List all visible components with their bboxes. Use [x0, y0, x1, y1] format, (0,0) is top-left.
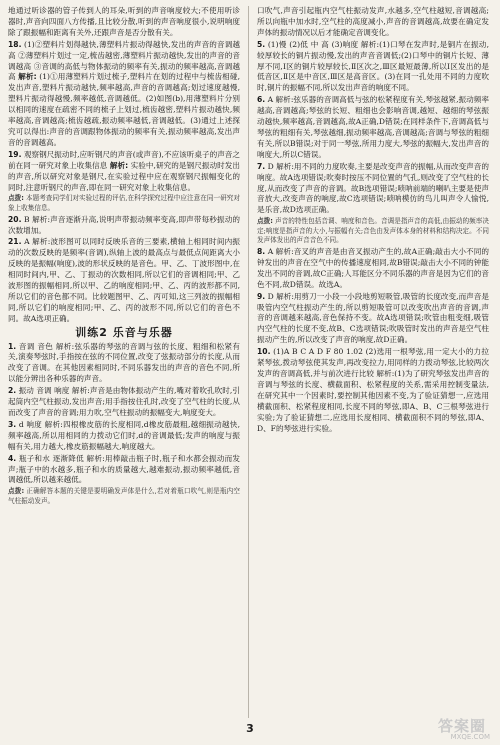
watermark-url: MXQE.COM — [450, 733, 490, 741]
answer-text: 音调 音色 解析:弦乐器的琴弦的音调与弦的长度、粗细和松紧有关,演奏琴弦时,手指按在弦的不同位置,改变了弦振动部分的长度,从而改变了音调。在其他因素相同时,不同乐器发出的声音的音色不同,所以能分辨出各种乐器的声音。 — [8, 341, 240, 384]
answer-10 — [257, 347, 489, 434]
question-number: 6. — [257, 95, 266, 105]
analysis-text: 实验中,研究的是钢尺振动时发出的声音,所以研究对象是钢尺,在实验过程中应在观察钢尺振幅变化的同时,注意听钢尺的声音,即在同一研究对象上收集信息。 — [8, 160, 240, 192]
left-column — [8, 6, 240, 508]
section-answer-3 — [8, 420, 240, 453]
answer-text: (1)慢 (2)低 中 高 (3)响度 解析:(1)口琴在发声时,是铜片在振动,较厚较长的铜片振动慢,发出的声音音调低;(2)口琴中的铜片长短、薄厚不同,Ⅰ区的铜片较厚较长,Ⅱ区次之,Ⅲ区最短最薄,所以Ⅰ区发出的是低音区,Ⅱ区是中音区,Ⅲ区是高音区。(3)在同一孔处用不同的力度吹时,铜片的振幅不同,所以发出声音的响度不同。 — [257, 39, 490, 93]
tip-s4 — [8, 487, 240, 506]
analysis-label: 解析: — [18, 72, 37, 82]
answer-text: 观察钢尺振动时,应听钢尺的声音(或声音),不应该听桌子的声音之前在同一研究对象上收集信息 — [8, 149, 241, 170]
question-number: 8. — [257, 247, 266, 256]
tip-text: 本题考查同学们对实验过程的评估,在科学探究过程中应注意在同一研究对象上收集信息。 — [8, 194, 240, 212]
answer-7 — [257, 162, 489, 217]
answer-19 — [8, 150, 240, 194]
answer-21 — [8, 237, 240, 324]
question-number: 7. — [257, 161, 266, 171]
tip-label: 点拨: — [257, 217, 273, 226]
analysis-label: 解析: — [109, 160, 129, 170]
question-number: 5. — [257, 39, 266, 49]
answer-text: D 解析:用不同的力度吹奏,主要是改变声音的振幅,从而改变声音的响度。故A选项错误;吹奏时按压不同位置的气孔,则改变了空气柱的长度,从而改变了声音的音调。故B选项错误;唢呐前端的喇叭主要是使声音放大,改变声音的响度,故C选项错误;唢呐模仿的鸟儿叫声令人愉悦,是乐音,故D选项正确。 — [257, 161, 489, 215]
answer-5 — [257, 40, 489, 95]
question-number: 20. — [8, 214, 22, 224]
section-answer-4 — [8, 454, 240, 487]
tip-19 — [8, 194, 240, 213]
question-number: 19. — [8, 149, 22, 159]
answer-20 — [8, 215, 240, 237]
answer-text: 振动 音调 响度 解析:声音是由物体振动产生的,嘴对着吹孔吹时,引起筒内空气柱振动,发出声音;用手指按住孔时,改变了空气柱的长度,从而改变了声音的音调;用力吹,空气柱振动的振幅变大,响度变大。 — [8, 386, 240, 417]
answer-9 — [257, 292, 489, 347]
question-number: 10. — [257, 347, 271, 357]
answer-text: (1)A B C A D F 80 1.02 (2)选用一根琴弦,用一定大小的力拉紧琴弦,拨动琴弦使其发声,再改变拉力,用同样的力拨动琴弦,比较两次发声的音调高低,并与前次进行比较 解析:(1)为了研究琴弦发出声音的音调与琴弦的长度、横截面积、松紧程度的关系,需采用控制变量法,在研究其中一个因素时,要控制其他因素不变,为了验证猜想一,应选用横截面积、松紧程度相同,长度不同的琴弦,即A、B、C三根琴弦进行实验;为了验证猜想二,应选用长度相同、横截面积不同的琴弦,即A、D、F的琴弦进行实验。 — [257, 347, 489, 433]
tip-label: 点拨: — [8, 487, 25, 496]
question-number: 21. — [8, 237, 22, 247]
answer-text: A 解析:波形图可以同时反映乐音的三要素,横轴上相同时间内振动的次数反映的是频率(音调),纵轴上波的最高点与最低点间距离大小反映的是振幅(响度),波的形状反映的是音色。甲、乙、丁波形图中,在相同时间内,甲、乙、丁振动的次数相同,所以它们的音调相同;甲、乙波形图的振幅相同,所以甲、乙的响度相同;甲、乙、丙的波形都不同,所以它们的音色都不同。比较题图甲、乙、丙可知,这三列波的振幅相同,所以它们的响度相同;甲、乙、丙的波形不同,所以它们的音色不同。故A选项正确。 — [8, 237, 240, 323]
tip-7 — [257, 217, 489, 246]
analysis-text: (1)①用薄塑料片划过梳子,塑料片在划的过程中与梳齿相碰,发出声音,塑料片振动越快,频率越高,声音的音调越高;划过速度越慢,塑料片振动得越慢,频率越低,音调越低。(2)如图(b),用薄塑料片分别以相同的速度在疏密不同的梳子上划过,梳齿越密,塑料片振动越快,频率越高,音调越高;梳齿越疏,振动频率越低,音调越低。(3)通过上述探究可以得出:声音的音调跟物体振动的频率有关,振动频率越高,发出声音的音调越高。 — [8, 72, 240, 147]
question-number: 2. — [8, 386, 17, 396]
answer-text: D 解析:用剪刀一小段一小段地剪短吸管,吸管的长度改变,而声音是吸管内空气柱振动产生的,所以剪短吸管可以改变吹出声音的音调,声音的音调越来越高,音色保持不变。故A选项错误;吹管由粗变细,吸管内空气柱的长度不变,故B、C选项错误;吹吸管时发出的声音是空气柱振动产生的,所以改变了声音的响度,故D正确。 — [257, 291, 489, 345]
question-number: 3. — [8, 419, 17, 429]
answer-text: (1)②塑料片划得越快,薄塑料片振动得越快,发出的声音的音调越高 ②薄塑料片划过一定,梳齿越密,薄塑料片振动越快,发出的声音的音调越高 ③音调的高低与物体振动的频率有关,振动的频率越高,音调越高 — [8, 39, 240, 82]
question-number: 18. — [8, 39, 22, 49]
intro-paragraph: 地通过听诊器的管子传到人的耳朵,听到的声音响度较大;不使用听诊器时,声音向四面八方传播,且比较分散,听到的声音响度很小,说明响度除了跟振幅和距离有关外,还跟声音是否分散有关。 — [8, 6, 240, 37]
column-divider — [248, 6, 249, 718]
tip-text: 正确解答本题的关键是要明确发声体是什么,若对着瓶口吹气,则是瓶内空气柱振动发声。 — [8, 487, 240, 505]
section-answer-2 — [8, 386, 240, 419]
answer-8 — [257, 247, 489, 291]
answer-18 — [8, 40, 240, 149]
right-column — [257, 6, 489, 435]
watermark-logo: 答案圈 — [437, 717, 486, 735]
question-number: 9. — [257, 291, 266, 301]
answer-text: B 解析:声音逐渐升高,说明声带振动频率变高,即声带每秒振动的次数增加。 — [8, 214, 240, 235]
answer-text: A 解析:弦乐器的音调高低与弦的松紧程度有关,琴弦越紧,振动频率越高,音调越高;琴弦的长短、粗细也会影响音调,越短、越细的琴弦振动越快,频率越高,音调越高,故A正确,D错误;在同样条件下,音调高低与琴弦的粗细有关,琴弦越细,振动频率越高,音调越高;音调与琴弦的粗细有关,所以B错误;对于同一琴弦,所用力度大,琴弦的振幅大,发出声音的响度大,所以C错误。 — [257, 95, 489, 159]
answer-text: d 响度 解析:四根橡皮筋的长度相同,d橡皮筋最粗,越细振动越快,频率越高,所以用相同的力拨动它们时,d的音调最低;发声的响度与振幅有关,用力越大,橡皮筋振幅越大,响度越大。 — [8, 419, 240, 451]
section-answer-1 — [8, 342, 240, 386]
question-number: 1. — [8, 341, 17, 351]
answer-text: A 解析:音叉的声音是由音叉振动产生的,故A正确;敲击大小不同的钟发出的声音在空气中的传播速度相同,故B错误;敲击大小不同的钟能发出不同的音调,故C正确;人耳能区分不同乐器的声音是因为它们的音色不同,故D错误。故选A。 — [257, 247, 489, 289]
tip-text: 声音的特性包括音调、响度和音色。音调是指声音的高低,由振动的频率决定;响度是指声音的大小,与振幅有关;音色由发声体本身的材料和结构决定。不同发声体发出的声音音色不同。 — [257, 217, 489, 245]
answer-6 — [257, 95, 489, 160]
page-number: 3 — [246, 722, 254, 735]
continued-paragraph: 口吹气,声音引起瓶内空气柱振动发声,水越多,空气柱越短,音调越高;所以向瓶中加水时,空气柱的高度减小,声音的音调越高,故要在确定发声体的振动情况以后才能确定音调变化。 — [257, 6, 489, 37]
question-number: 4. — [8, 453, 17, 463]
section-title: 训练2 乐音与乐器 — [75, 325, 173, 339]
tip-label: 点拨: — [8, 194, 24, 203]
answer-text: 瓶子和水 逐渐降低 解析:用棒敲击瓶子时,瓶子和水都会振动而发声;瓶子中的水越多,瓶子和水的质量越大,越难振动,振动频率越低,音调越低,所以越来越低。 — [8, 453, 241, 485]
